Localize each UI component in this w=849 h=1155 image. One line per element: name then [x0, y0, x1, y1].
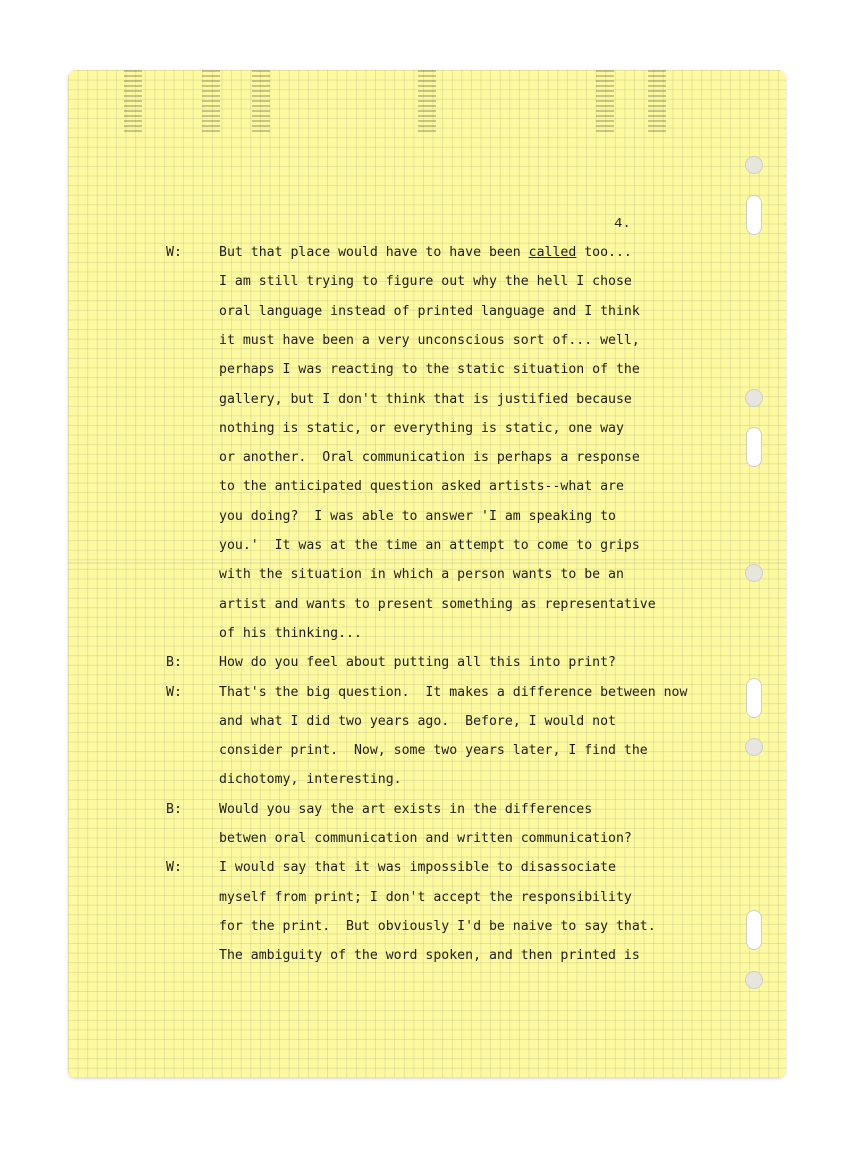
- transcript-line: [219, 890, 632, 905]
- speaker-label: W:: [166, 860, 182, 876]
- transcript-line: [219, 860, 616, 875]
- binder-slot: [746, 678, 762, 718]
- line-text: or another. Oral communication is perhaps a response: [219, 450, 640, 466]
- line-text: too...: [576, 245, 632, 260]
- line-text: dichotomy, interesting.: [219, 772, 402, 788]
- toner-smudge: [648, 70, 666, 132]
- transcript-line: [219, 538, 640, 553]
- binder-slot: [746, 910, 762, 950]
- line-text: perhaps I was reacting to the static situation of the: [219, 362, 640, 378]
- transcript-line: [219, 509, 616, 524]
- transcript-line: [219, 392, 632, 407]
- page-fold-line: [68, 562, 786, 564]
- toner-smudge: [124, 70, 142, 132]
- transcript-line: [219, 714, 616, 729]
- transcript-line: [219, 831, 632, 846]
- line-text: How do you feel about putting all this into print?: [219, 655, 616, 671]
- speaker-label: B:: [166, 801, 182, 817]
- binder-hole: [745, 971, 763, 989]
- line-text: and what I did two years ago. Before, I would not: [219, 713, 616, 729]
- binder-hole: [745, 389, 763, 407]
- transcript-line: [219, 304, 640, 319]
- line-text: gallery, but I don't think that is justified because: [219, 391, 632, 407]
- underlined-word: called: [528, 245, 577, 260]
- line-text: of his thinking...: [219, 625, 362, 641]
- line-text: it must have been a very unconscious sort of... well,: [219, 332, 640, 348]
- line-text: nothing is static, or everything is static, one way: [219, 420, 624, 436]
- line-text: betwen oral communication and written communication?: [219, 831, 632, 846]
- transcript-line: [219, 655, 616, 670]
- line-text: The ambiguity of the word spoken, and then printed is: [219, 948, 640, 964]
- binder-hole: [745, 738, 763, 756]
- line-text: you doing? I was able to answer 'I am speaking to: [219, 508, 616, 524]
- binder-hole: [745, 156, 763, 174]
- transcript-line: [219, 743, 648, 758]
- line-text: Would you say the art exists in the differences: [219, 801, 593, 817]
- transcript-line: [219, 772, 402, 787]
- line-text: That's the big question. It makes a difference between now: [219, 684, 688, 700]
- toner-smudge: [418, 70, 436, 132]
- transcript-line: [219, 245, 632, 260]
- transcript-line: [219, 597, 656, 612]
- line-text: But that place would have to have been: [219, 245, 529, 260]
- binder-slot: [746, 195, 762, 235]
- transcript-line: [219, 333, 640, 348]
- transcript-line: [219, 626, 362, 641]
- binder-slot: [746, 427, 762, 467]
- transcript-line: [219, 274, 632, 289]
- transcript-line: [219, 450, 640, 465]
- speaker-label: W:: [166, 245, 182, 260]
- line-text: oral language instead of printed language and I think: [219, 303, 640, 319]
- transcript-line: [219, 685, 687, 700]
- speaker-label: B:: [166, 655, 182, 671]
- transcript-line: [219, 802, 592, 817]
- line-text: myself from print; I don't accept the responsibility: [219, 889, 632, 905]
- line-text: consider print. Now, some two years later, I find the: [219, 743, 648, 759]
- transcript-line: [219, 567, 624, 582]
- line-text: I am still trying to figure out why the hell I chose: [219, 274, 632, 290]
- transcript-line: [219, 362, 640, 377]
- toner-smudge: [252, 70, 270, 132]
- line-text: artist and wants to present something as representative: [219, 596, 656, 612]
- speaker-label: W:: [166, 684, 182, 700]
- line-text: to the anticipated question asked artists--what are: [219, 479, 624, 495]
- line-text: you.' It was at the time an attempt to come to grips: [219, 538, 640, 553]
- transcript-line: [219, 421, 624, 436]
- toner-smudge: [596, 70, 614, 132]
- line-text: I would say that it was impossible to disassociate: [219, 860, 616, 876]
- line-text: with the situation in which a person wants to be an: [219, 567, 624, 583]
- transcript-line: [219, 479, 624, 494]
- binder-hole: [745, 564, 763, 582]
- toner-smudge: [202, 70, 220, 132]
- line-text: for the print. But obviously I'd be naive to say that.: [219, 918, 656, 934]
- transcript-line: [219, 919, 656, 934]
- transcript-line: [219, 948, 640, 963]
- page-number: 4.: [614, 216, 631, 232]
